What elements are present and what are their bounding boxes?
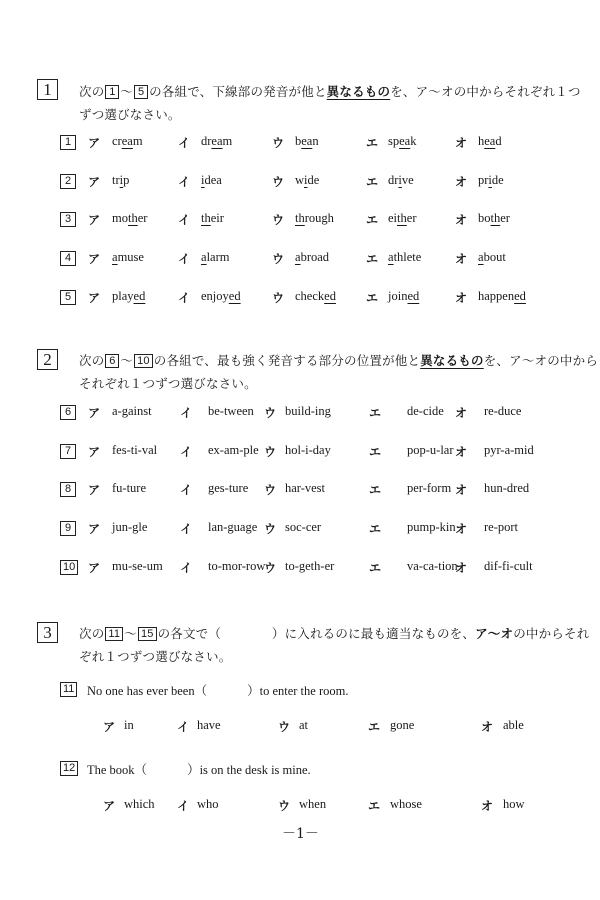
word-part: rough (304, 211, 334, 225)
word-part: join (388, 289, 408, 303)
option-word: hun-dred (484, 481, 530, 495)
option-label: エ (368, 720, 381, 734)
underlined-part: i (304, 173, 308, 187)
emphasis-text: 異なるもの (326, 84, 391, 99)
option-label: エ (366, 291, 379, 305)
underlined-part: th (127, 211, 138, 225)
option-word (112, 134, 143, 149)
option-label: エ (366, 213, 379, 227)
option-word (295, 211, 334, 226)
section-1-instructions-line2: ずつ選びなさい。 (79, 107, 181, 122)
option-label: オ (455, 406, 468, 420)
emphasis-text: ア～オ (475, 626, 514, 641)
option-word: when (299, 797, 327, 811)
word-part: ve (401, 173, 414, 187)
option-word (201, 250, 229, 265)
word-part: bo (478, 211, 491, 225)
option-label: イ (180, 483, 193, 497)
option-label: イ (178, 252, 191, 266)
option-label: イ (178, 213, 191, 227)
underlined-part: ea (301, 134, 313, 148)
option-word (295, 134, 319, 149)
word-part: broad (300, 250, 330, 264)
option-label: ウ (264, 561, 277, 575)
sentence-part: No one has ever been（ (87, 684, 208, 698)
option-label: イ (178, 136, 191, 150)
option-label: オ (455, 561, 468, 575)
option-word: in (124, 718, 134, 732)
option-label: ア (88, 175, 101, 189)
underlined-part: ea (399, 134, 411, 148)
option-label: エ (368, 799, 381, 813)
word-part: dea (204, 173, 222, 187)
option-label: ア (103, 799, 116, 813)
option-word (201, 211, 224, 226)
instruction-text: を、ア～オの中からそれぞれ１つ (390, 84, 581, 99)
option-word: a-gainst (112, 404, 152, 418)
underlined-part: a (478, 250, 484, 264)
option-word: dif-fi-cult (484, 559, 533, 573)
option-label: ア (88, 213, 101, 227)
option-word: able (503, 718, 524, 732)
section-3-instructions-line2: ぞれ１つずつ選びなさい。 (79, 649, 232, 664)
option-word: fu-ture (112, 481, 147, 495)
underlined-part: a (388, 250, 394, 264)
section-1-instructions (79, 82, 581, 100)
option-word: who (197, 797, 219, 811)
word-part: sp (388, 134, 400, 148)
option-word: ges-ture (208, 481, 249, 495)
instruction-text: の中からそれ (513, 626, 590, 641)
question-sentence (87, 681, 348, 699)
option-label: ア (88, 483, 101, 497)
underlined-part: ed (324, 289, 336, 303)
option-word: be-tween (208, 404, 254, 418)
word-part: eir (210, 211, 224, 225)
option-label: エ (369, 445, 382, 459)
option-label: ウ (264, 522, 277, 536)
question-number: 10 (60, 560, 78, 575)
word-part: d (495, 134, 502, 148)
word-part: n (312, 134, 319, 148)
option-label: ウ (272, 213, 285, 227)
emphasis-text: 異なるもの (420, 353, 484, 368)
word-part: de (307, 173, 320, 187)
option-label: イ (180, 561, 193, 575)
option-label: ウ (264, 406, 277, 420)
word-part: happen (478, 289, 515, 303)
option-label: エ (366, 252, 379, 266)
option-label: エ (369, 561, 382, 575)
underlined-part: i (488, 173, 492, 187)
question-number: 2 (60, 174, 76, 189)
option-word (295, 250, 329, 265)
option-label: イ (178, 291, 191, 305)
option-label: イ (177, 720, 190, 734)
underlined-part: a (112, 250, 118, 264)
option-label: ウ (264, 483, 277, 497)
range-start: 1 (105, 85, 119, 99)
option-word: pyr-a-mid (484, 443, 534, 457)
sentence-part: ）to enter the room. (247, 684, 349, 698)
word-part: thlete (393, 250, 422, 264)
option-word (388, 289, 419, 304)
option-label: イ (180, 406, 193, 420)
range-end: 5 (134, 85, 148, 99)
word-part: ei (388, 211, 398, 225)
option-label: エ (366, 175, 379, 189)
option-word (388, 250, 421, 265)
option-label: オ (455, 136, 468, 150)
option-label: オ (455, 175, 468, 189)
question-number: 1 (60, 135, 76, 150)
option-word: at (299, 718, 309, 732)
underlined-part: a (201, 250, 207, 264)
option-label: ア (103, 720, 116, 734)
sentence-part: The book（ (87, 763, 148, 777)
tilde: ～ (120, 353, 134, 368)
option-word (478, 134, 502, 149)
word-part: muse (117, 250, 144, 264)
option-word: soc-cer (285, 520, 322, 534)
range-start: 11 (105, 627, 123, 641)
option-word (295, 173, 319, 188)
option-word: whose (390, 797, 422, 811)
question-number: 12 (60, 761, 78, 776)
option-word: mu-se-um (112, 559, 163, 573)
underlined-part: i (398, 173, 402, 187)
word-part: er (500, 211, 510, 225)
option-word: re-port (484, 520, 519, 534)
option-word: lan-guage (208, 520, 258, 534)
word-part: w (295, 173, 305, 187)
option-label: ウ (272, 175, 285, 189)
instruction-text: 次の (79, 626, 105, 641)
word-part: dr (201, 134, 212, 148)
word-part: mo (112, 211, 128, 225)
word-part: cr (112, 134, 122, 148)
option-label: イ (180, 445, 193, 459)
option-label: オ (455, 522, 468, 536)
option-word (112, 250, 144, 265)
option-label: ア (88, 291, 101, 305)
word-part: de (491, 173, 504, 187)
option-label: ウ (272, 291, 285, 305)
section-2-instructions-line2: それぞれ１つずつ選びなさい。 (79, 376, 257, 391)
option-word: pop-u-lar (407, 443, 454, 457)
underlined-part: th (201, 211, 211, 225)
word-part: larm (206, 250, 230, 264)
option-label: ウ (272, 136, 285, 150)
question-number: 8 (60, 482, 76, 497)
option-label: オ (455, 445, 468, 459)
option-word: ex-am-ple (208, 443, 259, 457)
instruction-text: の各文で（ ）に入れるのに最も適当なものを、 (157, 626, 476, 641)
option-word (112, 211, 147, 226)
option-word: which (124, 797, 155, 811)
underlined-part: ed (133, 289, 146, 303)
option-label: イ (180, 522, 193, 536)
question-number: 4 (60, 251, 76, 266)
option-word (478, 250, 506, 265)
option-label: エ (369, 483, 382, 497)
option-label: ウ (278, 799, 291, 813)
range-start: 6 (105, 354, 119, 368)
option-word: have (197, 718, 221, 732)
option-label: オ (481, 720, 494, 734)
option-label: オ (455, 291, 468, 305)
sentence-part: ）is on the desk is mine. (187, 763, 311, 777)
option-word: how (503, 797, 525, 811)
instruction-text: の各組で、最も強く発音する部分の位置が他と (153, 353, 421, 368)
option-label: イ (178, 175, 191, 189)
option-word: har-vest (285, 481, 326, 495)
underlined-part: th (490, 211, 501, 225)
option-word (388, 211, 416, 226)
word-part: bout (483, 250, 506, 264)
instruction-text: 次の (79, 84, 105, 99)
option-word: va-ca-tion (407, 559, 458, 573)
option-label: ア (88, 136, 101, 150)
option-label: エ (366, 136, 379, 150)
instruction-text: 次の (79, 353, 105, 368)
instruction-text: を、ア～オの中から (483, 353, 599, 368)
option-label: ウ (264, 445, 277, 459)
option-label: ア (88, 406, 101, 420)
tilde: ～ (124, 626, 137, 641)
option-label: エ (369, 522, 382, 536)
option-word: hol-i-day (285, 443, 331, 457)
section-3-number: 3 (37, 622, 58, 643)
option-label: エ (369, 406, 382, 420)
underlined-part: ed (407, 289, 420, 303)
word-part: dr (388, 173, 399, 187)
question-number: 6 (60, 405, 76, 420)
question-number: 7 (60, 444, 76, 459)
option-word (201, 289, 241, 304)
option-label: イ (177, 799, 190, 813)
question-sentence (87, 760, 311, 778)
option-label: ア (88, 445, 101, 459)
option-word (388, 173, 414, 188)
option-word (112, 173, 129, 188)
option-word (201, 173, 222, 188)
word-part: er (137, 211, 148, 225)
option-label: オ (455, 213, 468, 227)
section-2-number: 2 (37, 349, 58, 370)
instruction-text: の各組で、下線部の発音が他と (149, 84, 327, 99)
word-part: m (222, 134, 233, 148)
range-end: 15 (138, 627, 157, 641)
underlined-part: ea (211, 134, 223, 148)
word-part: er (406, 211, 417, 225)
option-label: ア (88, 561, 101, 575)
question-number: 5 (60, 290, 76, 305)
option-word: fes-ti-val (112, 443, 158, 457)
option-word: gone (390, 718, 415, 732)
option-label: オ (455, 252, 468, 266)
option-word (112, 289, 145, 304)
underlined-part: th (397, 211, 407, 225)
word-part: m (132, 134, 143, 148)
option-label: オ (481, 799, 494, 813)
option-word: pump-kin (407, 520, 456, 534)
word-part: play (112, 289, 134, 303)
word-part: enjoy (201, 289, 229, 303)
range-end: 10 (134, 354, 153, 368)
page-number: －1－ (282, 826, 319, 842)
section-1-number: 1 (37, 79, 58, 100)
option-label: ア (88, 252, 101, 266)
option-label: ウ (278, 720, 291, 734)
option-word (478, 289, 526, 304)
option-word (388, 134, 416, 149)
underlined-part: th (295, 211, 305, 225)
question-number: 9 (60, 521, 76, 536)
underlined-part: ed (514, 289, 526, 303)
question-number: 11 (60, 682, 77, 697)
option-label: ア (88, 522, 101, 536)
option-word (295, 289, 336, 304)
underlined-part: i (119, 173, 124, 187)
word-part: k (410, 134, 417, 148)
option-word: jun-gle (112, 520, 148, 534)
underlined-part: ea (121, 134, 133, 148)
option-word (201, 134, 232, 149)
word-part: pr (478, 173, 489, 187)
underlined-part: i (201, 173, 205, 187)
word-part: h (478, 134, 485, 148)
option-word: de-cide (407, 404, 444, 418)
word-part: tr (112, 173, 120, 187)
option-word: to-mor-row (208, 559, 266, 573)
word-part: check (295, 289, 325, 303)
option-label: ウ (272, 252, 285, 266)
option-label: オ (455, 483, 468, 497)
underlined-part: ed (228, 289, 241, 303)
tilde: ～ (120, 84, 134, 99)
option-word: per-form (407, 481, 452, 495)
underlined-part: a (295, 250, 301, 264)
option-word (478, 173, 504, 188)
option-word: re-duce (484, 404, 522, 418)
underlined-part: ea (484, 134, 496, 148)
word-part: b (295, 134, 302, 148)
section-3-instructions (79, 624, 589, 642)
option-word (478, 211, 510, 226)
word-part: p (123, 173, 130, 187)
option-word: to-geth-er (285, 559, 335, 573)
option-word: build-ing (285, 404, 331, 418)
section-2-instructions (79, 351, 598, 369)
question-number: 3 (60, 212, 76, 227)
